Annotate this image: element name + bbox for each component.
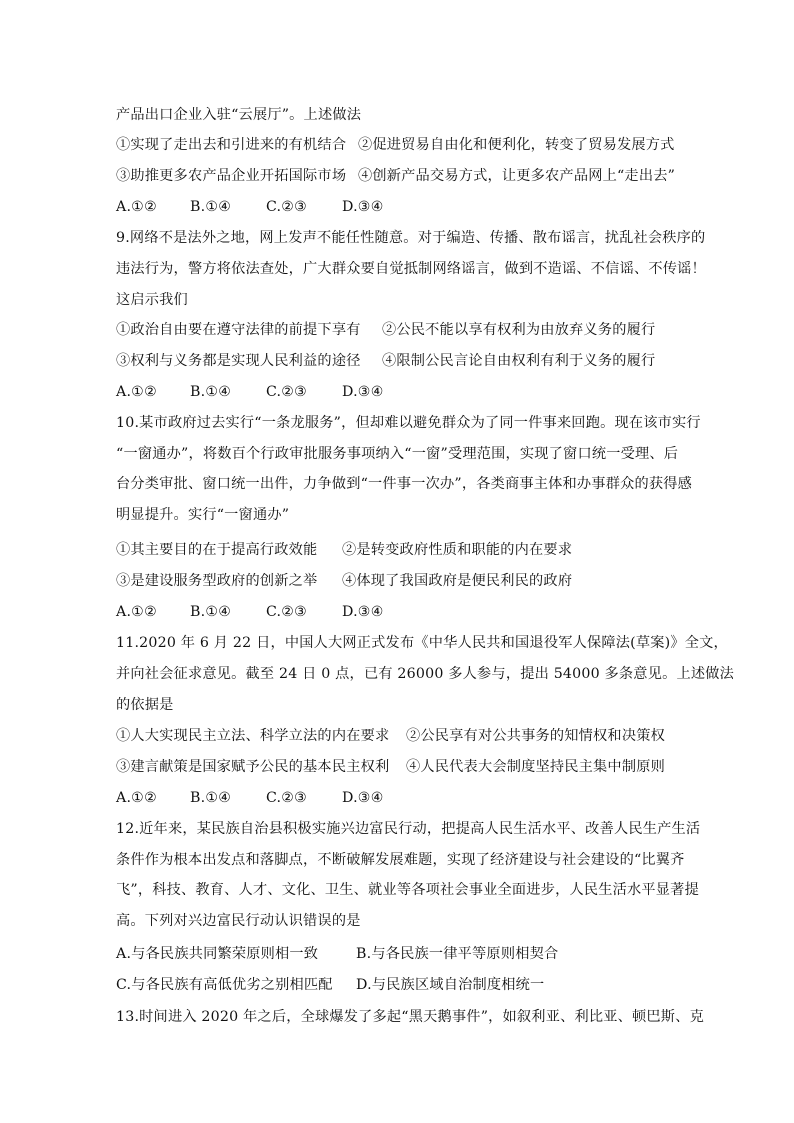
q12-stem-line-4: 高。下列对兴边富民行动认识错误的是 [116,913,361,929]
q9-option-b[interactable]: B.①④ [190,384,232,400]
q8-statement-2: ②促进贸易自由化和便利化，转变了贸易发展方式 [358,137,675,153]
q11-statement-3: ③建言献策是国家赋予公民的基本民主权利 [116,759,390,775]
q10-statement-3: ③是建设服务型政府的创新之举 [116,573,318,589]
q10-stem-line-2: “一窗通办”，将数百个行政审批服务事项纳入“一窗”受理范围，实现了窗口统一受理、后 [116,446,679,462]
q12-option-a[interactable]: A.与各民族共同繁荣原则相一致 [116,946,319,962]
q9-stem-line-2: 违法行为，警方将依法查处，广大群众要自觉抵制网络谣言，做到不造谣、不信谣、不传谣！ [116,261,706,277]
q9-statement-1: ①政治自由要在遵守法律的前提下享有 [116,322,361,338]
q9-stem-line-1: 9.网络不是法外之地，网上发声不能任性随意。对于编造、传播、散布谣言，扰乱社会秩序的 [116,230,706,246]
q13-stem-line-1: 13.时间进入 2020 年之后，全球爆发了多起“黑天鹅事件”，如叙利亚、利比亚、顿巴斯、克 [116,1009,704,1025]
q9-statement-3: ③权利与义务都是实现人民利益的途径 [116,353,361,369]
q9-option-d[interactable]: D.③④ [342,384,384,400]
q10-option-a[interactable]: A.①② [116,604,157,620]
q8-statements-row-1 [116,135,675,155]
q9-option-c[interactable]: C.②③ [266,384,308,400]
q11-stem-line-1: 11.2020 年 6 月 22 日，中国人大网正式发布《中华人民共和国退役军人保障法(草案)》全文， [116,635,728,651]
q10-option-c[interactable]: C.②③ [266,604,308,620]
q10-stem-line-4: 明显提升。实行“一窗通办” [116,507,290,523]
q10-statements-row-1 [116,540,573,560]
q8-statement-3: ③助推更多农产品企业开拓国际市场 [116,168,347,184]
q8-statement-4: ④创新产品交易方式，让更多农产品网上“走出去” [358,168,676,184]
q12-stem-line-2: 条件作为根本出发点和落脚点，不断破解发展难题，实现了经济建设与社会建设的“比翼齐 [116,852,685,868]
q10-option-d[interactable]: D.③④ [342,604,384,620]
q8-statement-1: ①实现了走出去和引进来的有机结合 [116,137,347,153]
q12-option-c[interactable]: C.与各民族有高低优劣之别相匹配 [116,977,333,993]
q8-continuation-line: 产品出口企业入驻“云展厅”。上述做法 [116,107,362,123]
q9-statements-row-2 [116,351,656,371]
q10-statement-1: ①其主要目的在于提高行政效能 [116,542,318,558]
q12-stem-line-1: 12.近年来，某民族自治县积极实施兴边富民行动，把提高人民生活水平、改善人民生产生活 [116,821,701,837]
q11-option-c[interactable]: C.②③ [266,790,308,806]
q11-statements-row-2 [116,757,665,777]
q8-option-c[interactable]: C.②③ [266,199,308,215]
q9-statement-2: ②公民不能以享有权利为由放弃义务的履行 [382,322,656,338]
q11-statements-row-1 [116,726,665,746]
q12-option-d[interactable]: D.与民族区域自治制度相统一 [356,977,545,993]
q11-stem-line-3: 的依据是 [116,697,174,713]
q8-option-a[interactable]: A.①② [116,199,157,215]
q11-option-d[interactable]: D.③④ [342,790,384,806]
q11-stem-line-2: 并向社会征求意见。截至 24 日 0 点，已有 26000 多人参与，提出 54000 多条意见。上述做法 [116,666,735,682]
q9-option-a[interactable]: A.①② [116,384,157,400]
q11-statement-2: ②公民享有对公共事务的知情权和决策权 [406,728,665,744]
q8-option-d[interactable]: D.③④ [342,199,384,215]
q9-statement-4: ④限制公民言论自由权利有利于义务的履行 [382,353,656,369]
q11-option-b[interactable]: B.①④ [190,790,232,806]
q12-option-b[interactable]: B.与各民族一律平等原则相契合 [356,946,559,962]
q10-statements-row-2 [116,571,573,591]
q11-option-a[interactable]: A.①② [116,790,157,806]
q9-statements-row-1 [116,320,656,340]
q8-statements-row-2 [116,166,676,186]
q8-option-b[interactable]: B.①④ [190,199,232,215]
q10-option-b[interactable]: B.①④ [190,604,232,620]
q9-stem-line-3: 这启示我们 [116,292,188,308]
q10-stem-line-1: 10.某市政府过去实行“一条龙服务”，但却难以避免群众为了同一件事来回跑。现在该市实行 [116,415,701,431]
q12-stem-line-3: 飞”，科技、教育、人才、文化、卫生、就业等各项社会事业全面进步，人民生活水平显著提 [116,882,699,898]
q10-stem-line-3: 台分类审批、窗口统一出件，力争做到“一件事一次办”，各类商事主体和办事群众的获得感 [116,476,693,492]
q10-statement-2: ②是转变政府性质和职能的内在要求 [342,542,573,558]
q11-statement-4: ④人民代表大会制度坚持民主集中制原则 [406,759,665,775]
q10-statement-4: ④体现了我国政府是便民利民的政府 [342,573,573,589]
q11-statement-1: ①人大实现民主立法、科学立法的内在要求 [116,728,390,744]
